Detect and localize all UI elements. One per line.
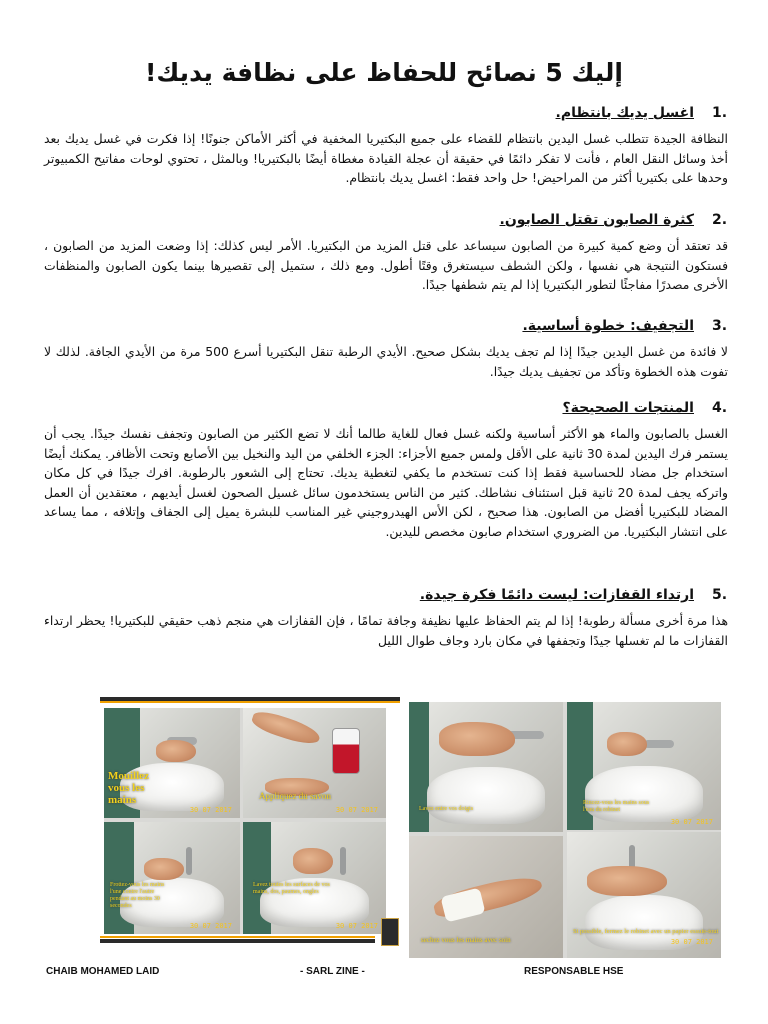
- section-number: 2.: [712, 212, 728, 228]
- photo-between-fingers-overlay: [409, 702, 563, 832]
- photo-apply-soap: [243, 708, 386, 818]
- right-photo-panel: [409, 702, 721, 958]
- photo-caption: Mouillez vous les mains: [108, 770, 149, 806]
- bottom-accent-bar: [100, 936, 375, 938]
- photo-caption: sechez vous les mains avec soin: [421, 936, 511, 944]
- section-number: 3.: [712, 318, 728, 334]
- hands: [607, 732, 647, 756]
- section-text: لا فائدة من غسل اليدين جيدًا إذا لم تجف يديك بشكل صحيح. الأيدي الرطبة تنقل البكتيريا أسرع 500 مرة من الأيدي الجافة. لذلك لا تفوت هذه الخطوة وتأكد من تجفيف يديك جيدًا.: [44, 344, 728, 379]
- faucet: [644, 740, 674, 748]
- section-heading: [44, 587, 728, 603]
- section-heading: [44, 400, 728, 416]
- section-heading: [44, 318, 728, 334]
- hands: [293, 848, 333, 874]
- photo-wet-hands: [104, 708, 240, 818]
- footer-role: RESPONSABLE HSE: [524, 966, 624, 977]
- photo-caption: Lavez entre vos doigts: [419, 806, 474, 812]
- photo-rinse-hands: [567, 702, 721, 830]
- section-title: كثرة الصابون تقتل الصابون.: [499, 212, 694, 228]
- photo-date: 30 07 2017: [189, 922, 232, 930]
- handwashing-photo-collage: [0, 690, 768, 960]
- section-number: 5.: [712, 587, 728, 603]
- left-photo-panel: [104, 708, 386, 934]
- photo-close-tap: [567, 832, 721, 958]
- photo-rub-hands: [104, 822, 240, 934]
- photo-date: 30 07 2017: [670, 938, 713, 946]
- section-title: المنتجات الصحيحة؟: [562, 400, 694, 416]
- section-3: [44, 318, 728, 381]
- hand: [587, 866, 667, 896]
- company-logo-icon: [381, 918, 399, 946]
- photo-caption: Rincez-vous les mains sous l'eau du robinet: [583, 800, 650, 813]
- faucet: [186, 847, 192, 875]
- photo-caption: Frottez-vous les mains l'une contre l'autre pendant au moins 30 secondes: [110, 882, 165, 909]
- section-heading: [44, 105, 728, 121]
- soap-dispenser: [332, 728, 360, 774]
- paper-towel: [440, 888, 485, 923]
- hands: [144, 858, 184, 880]
- footer-company: - SARL ZINE -: [300, 966, 365, 977]
- section-text: الغسل بالصابون والماء هو الأكثر أساسية ولكنه غسل فعال للغاية طالما أنك لا تضع الكثير من الصابون وتجفف نفسك جيدًا. يجب أن يستمر فرك اليدين لمدة 30 ثانية على الأقل ولمس جميع الأجزاء: الجزء الخلفي من اليد والنخيل بين الأصابع وتحت الأظافر. يمكنك أيضًا استخدام جل مضاد للحساسية فقط إذا كنت تستخدم ما يكفي لتغطية يديك. تحتاج إلى الشعور بالرطوبة. افرك جيدًا في كل مكان واتركه يجف لمدة 20 ثانية قبل استئناف نشاطك. كثير من الناس يستخدمون سائل غسيل الصحون لغسل أيديهم ، معتقدين أن العمل المضاد للبكتيريا أفضل من الصابون. هذا صحيح ، لكن الأس الهيدروجيني غير المناسب للبشرة يميل إلى الجفاف وإتلافه ، مما يساعد على انتشار البكتيريا. من الضروري استخدام صابون مخصص لليدين.: [44, 426, 728, 539]
- top-accent-bar: [100, 701, 400, 703]
- section-number: 1.: [712, 105, 728, 121]
- photo-caption: Lavez toutes les surfaces de vos mains, dos, paumes, ongles: [253, 882, 330, 895]
- footer-author: CHAIB MOHAMED LAID: [46, 966, 160, 977]
- photo-dry-hands: [409, 836, 563, 958]
- photo-wash-surfaces: [243, 822, 386, 934]
- photo-date: 30 07 2017: [335, 922, 378, 930]
- photo-caption: Si possible, fermez le robinet avec un papier essuie-tout: [573, 928, 719, 935]
- section-1: [44, 105, 728, 188]
- photo-date: 30 07 2017: [189, 806, 232, 814]
- section-title: التجفيف: خطوة أساسية.: [522, 318, 694, 334]
- photo-date: 30 07 2017: [335, 806, 378, 814]
- section-text: قد تعتقد أن وضع كمية كبيرة من الصابون سيساعد على قتل المزيد من البكتيريا. الأمر ليس كذلك: إذا وضعت المزيد من الصابون ، فستكون النتيجة هي نفسها ، ولكن الشطف سيستغرق وقتًا أطول. ومع ذلك ، ستميل إلى تقصيرها بينما يكون الصابون والمنظفات الأخرى مصدرًا مفاجئًا لتطور البكتيريا إذا لم يتم شطفها جيدًا.: [44, 238, 728, 292]
- photo-date: 30 07 2017: [670, 818, 713, 826]
- hand: [250, 708, 323, 748]
- section-heading: [44, 212, 728, 228]
- photo-caption: Appliquez du savon: [259, 791, 331, 801]
- hands: [156, 740, 196, 762]
- faucet: [340, 847, 346, 875]
- page-footer: [0, 966, 768, 982]
- section-title: اغسل يديك بانتظام.: [555, 105, 694, 121]
- bottom-divider-bar: [100, 939, 375, 943]
- section-5: [44, 587, 728, 650]
- section-4: [44, 400, 728, 541]
- page-title: إليك 5 نصائح للحفاظ على نظافة يديك!: [145, 58, 623, 87]
- section-title: ارتداء القفازات: ليست دائمًا فكرة جيدة.: [419, 587, 694, 603]
- section-text: النظافة الجيدة تتطلب غسل اليدين بانتظام للقضاء على جميع البكتيريا المخفية في أكثر الأماكن جنونًا! إذا فكرت في غسل يديك بعد أخذ وسائل النقل العام ، فأنت لا تفكر دائمًا في حقيقة أن عجلة القيادة مغطاة أيضًا بالبكتيريا! وبالمثل ، تحتوي لوحات مفاتيح الكمبيوتر وحدها على بكتيريا أكثر من المراحيض! حل واحد فقط: اغسل يديك بانتظام.: [44, 131, 728, 185]
- section-2: [44, 212, 728, 295]
- section-text: هذا مرة أخرى مسألة رطوبة! إذا لم يتم الحفاظ عليها نظيفة وجافة تمامًا ، فإن القفازات هي منجم ذهب حقيقي للبكتيريا! يحظر ارتداء القفازات ما لم تغسلها جيدًا وتجففها في مكان بارد وجاف طوال الليل: [44, 613, 728, 648]
- section-number: 4.: [712, 400, 728, 416]
